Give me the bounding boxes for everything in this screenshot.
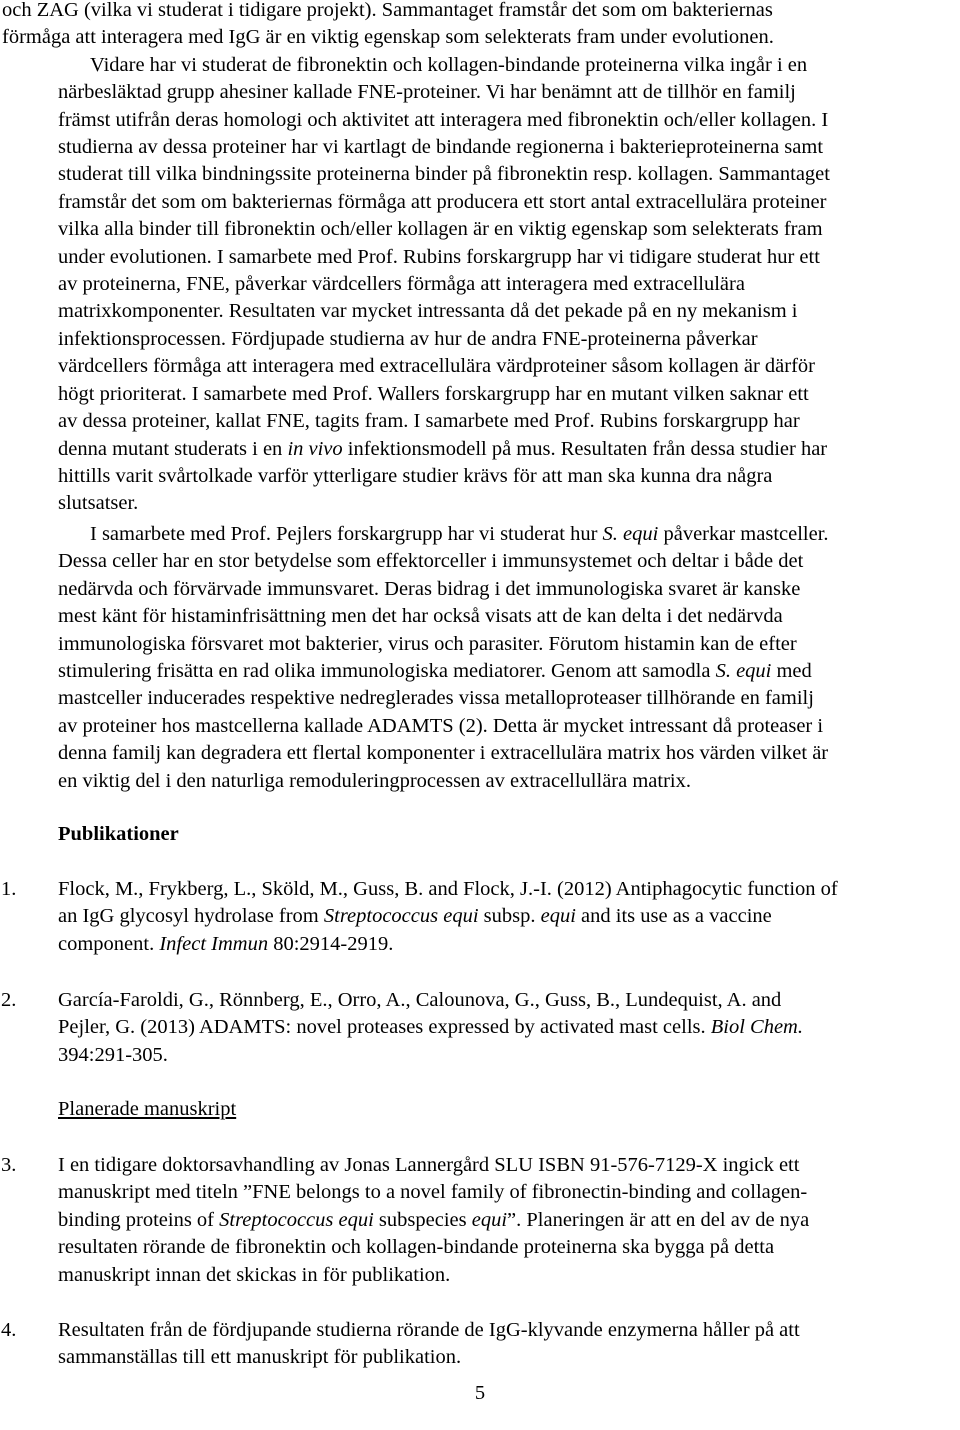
text-span: 80:2914-2919.: [268, 932, 394, 955]
text-line: [58, 1207, 954, 1234]
page-number: 5: [474, 1382, 486, 1404]
text-line: av dessa proteiner, kallat FNE, tagits fram. I samarbete med Prof. Rubins forskargrupp har: [58, 410, 800, 433]
reference-number: 3.: [1, 1154, 17, 1176]
text-line: värdcellers förmåga att interagera med extracellulära värdproteiner såsom kollagen är därför: [58, 355, 815, 378]
italic-term: S. equi: [715, 660, 772, 683]
text-line: av proteinerna, FNE, påverkar värdcellers förmåga att interagera med extracellulära: [58, 273, 745, 296]
text-span: denna mutant studerats i en: [58, 437, 288, 460]
text-line: sammanställas till ett manuskript för publikation.: [58, 1346, 462, 1369]
text-line: [58, 1014, 954, 1041]
text-span: component.: [58, 932, 160, 955]
italic-term: equi: [540, 905, 576, 928]
text-line: högt prioriterat. I samarbete med Prof. Wallers forskargrupp har en mutant vilken saknar ett: [58, 382, 809, 405]
text-line: I en tidigare doktorsavhandling av Jonas Lannergård SLU ISBN 91-576-7129-X ingick ett: [58, 1154, 800, 1176]
text-span: subsp.: [478, 905, 541, 928]
text-line: och ZAG (vilka vi studerat i tidigare projekt). Sammantaget framstår det som om bakteriernas: [2, 0, 773, 21]
text-line: immunologiska försvaret mot bakterier, virus och parasiter. Förutom histamin kan de efter: [58, 632, 797, 655]
text-line: studerat till vilka bindningssite proteinerna binder på fibronektin resp. kollagen. Sammantaget: [58, 163, 830, 186]
text-line: [2, 436, 954, 463]
text-span: Pejler, G. (2013) ADAMTS: novel proteases expressed by activated mast cells.: [58, 1016, 711, 1039]
text-line: García-Faroldi, G., Rönnberg, E., Orro, A., Calounova, G., Guss, B., Lundequist, A. and: [58, 989, 782, 1011]
text-line: [58, 658, 954, 685]
body-paragraph-1: [2, 0, 954, 518]
text-line: Resultaten från de fördjupande studierna rörande de IgG-klyvande enzymerna håller på att: [58, 1319, 800, 1341]
text-line: resultaten rörande de fibronektin och kollagen-bindande proteinerna ska bygga på detta: [58, 1236, 775, 1259]
text-line: under evolutionen. I samarbete med Prof. Rubins forskargrupp har vi tidigare studerat hur ett: [58, 245, 820, 268]
text-span: med: [771, 660, 812, 683]
reference-item: [1, 1152, 954, 1289]
text-line: mastceller inducerades respektive nedreglerades vissa metalloproteaser tillhörande en familj: [58, 687, 814, 710]
text-line: Flock, M., Frykberg, L., Sköld, M., Guss, B. and Flock, J.-I. (2012) Antiphagocytic function of: [58, 878, 838, 900]
text-line: av proteiner hos mastcellerna kallade ADAMTS (2). Detta är mycket intressant då proteaser i: [58, 714, 824, 737]
italic-term: equi: [471, 1208, 508, 1231]
italic-term: Streptococcus equi: [219, 1208, 374, 1231]
reference-item: [1, 876, 954, 958]
planned-manuscripts-heading: Planerade manuskript: [58, 1098, 237, 1120]
italic-term: S. equi: [602, 523, 659, 545]
text-line: studierna av dessa proteiner har vi kartlagt de bindande regionerna i bakterieproteinerna samt: [58, 136, 824, 159]
text-span: ”. Planeringen är att en del av de nya: [507, 1208, 810, 1231]
italic-term: Streptococcus equi: [323, 905, 479, 928]
text-line: manuskript med titeln ”FNE belongs to a novel family of fibronectin-binding and collagen-: [58, 1181, 808, 1204]
reference-item: [1, 1317, 954, 1372]
text-span: I samarbete med Prof. Pejlers forskargrupp har vi studerat hur: [90, 523, 603, 545]
text-line: 394:291-305.: [58, 1043, 168, 1066]
text-line: Dessa celler har en stor betydelse som effektorceller i immunsystemet och deltar i både det: [58, 550, 804, 573]
text-line: [58, 903, 954, 930]
text-span: stimulering frisätta en rad olika immunologiska mediatorer. Genom att samodla: [58, 660, 716, 683]
text-line: [58, 931, 954, 958]
text-span: infektionsmodell på mus. Resultaten från dessa studier har: [342, 437, 828, 460]
journal-name: Biol Chem.: [710, 1016, 803, 1039]
reference-number: 1.: [1, 878, 17, 900]
reference-number: 4.: [1, 1319, 17, 1341]
text-line: [58, 521, 954, 548]
text-span: subspecies: [373, 1208, 472, 1231]
text-line: närbesläktad grupp ahesiner kallade FNE-proteiner. Vi har benämnt att de tillhör en familj: [58, 81, 796, 104]
body-paragraph-2: [58, 521, 954, 795]
text-span: binding proteins of: [58, 1208, 220, 1231]
text-line: nedärvda och förvärvade immunsvaret. Deras bidrag i det immunologiska svaret är kanske: [58, 577, 801, 600]
text-line: infektionsprocessen. Fördjupade studierna av hur de andra FNE-proteinerna påverkar: [58, 327, 758, 350]
text-span: and its use as a vaccine: [575, 905, 772, 928]
text-span: an IgG glycosyl hydrolase from: [58, 905, 324, 928]
text-line: framstår det som om bakteriernas förmåga att producera ett stort antal extracellulära proteiner: [58, 190, 827, 213]
journal-name: Infect Immun: [159, 932, 269, 955]
text-line: slutsatser.: [58, 492, 139, 515]
reference-number: 2.: [1, 989, 17, 1011]
reference-item: [1, 987, 954, 1069]
text-line: matrixkomponenter. Resultaten var mycket intressanta då det pekade på en ny mekanism i: [58, 300, 798, 323]
italic-term: in vivo: [287, 437, 343, 460]
text-line: manuskript innan det skickas in för publikation.: [58, 1263, 451, 1286]
text-line: Vidare har vi studerat de fibronektin och kollagen-bindande proteinerna vilka ingår i en: [90, 53, 808, 76]
text-line: främst utifrån deras homologi och aktivitet att interagera med fibronektin och/eller kollagen. I: [58, 108, 829, 131]
text-line: förmåga att interagera med IgG är en viktig egenskap som selekterats fram under evolutionen.: [2, 26, 774, 49]
text-line: mest känt för histaminfrisättning men det har också visats att de kan delta i det nedärvda: [58, 605, 783, 628]
text-line: denna familj kan degradera ett flertal komponenter i extracellulära matrix hos värden vilket är: [58, 742, 829, 765]
text-line: vilka alla binder till fibronektin och/eller kollagen är en viktig egenskap som selekterats fram: [58, 218, 823, 241]
text-line: en viktig del i den naturliga remoduleringprocessen av extracellullära matrix.: [58, 769, 691, 792]
text-span: påverkar mastceller.: [658, 523, 829, 545]
text-line: hittills varit svårtolkade varför ytterligare studier krävs för att man ska kunna dra några: [58, 464, 773, 487]
publications-heading: Publikationer: [58, 823, 179, 845]
